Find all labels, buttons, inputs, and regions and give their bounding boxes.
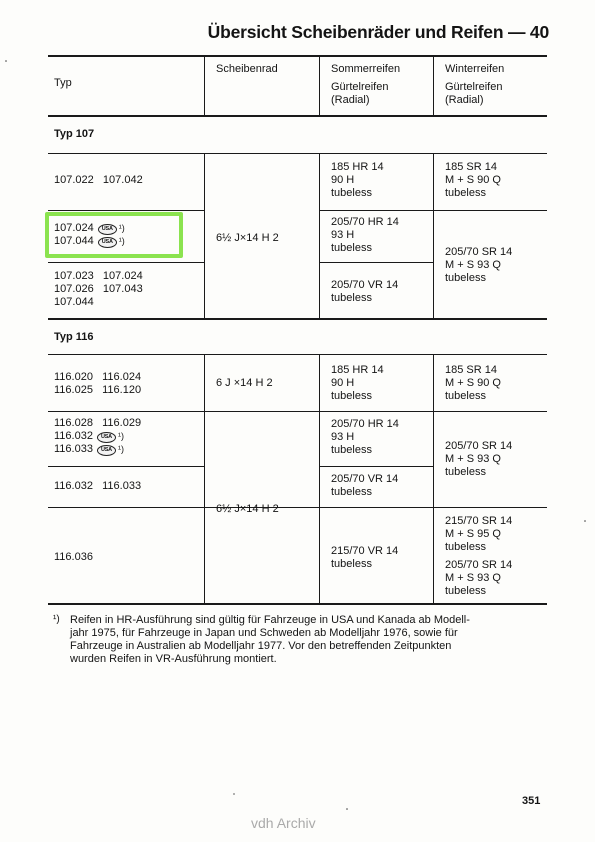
winter-cell-line: 185 SR 14 (445, 364, 497, 376)
column-rule (204, 354, 205, 604)
winter-cell-line: M + S 93 Q (445, 572, 501, 584)
usa-badge-icon: USA (97, 432, 116, 443)
winter-cell-line: tubeless (445, 466, 486, 478)
column-rule (433, 153, 434, 319)
sommer-cell-line: tubeless (331, 187, 372, 199)
watermark: vdh Archiv (251, 815, 316, 831)
sommer-cell-line: tubeless (331, 292, 372, 304)
sommer-cell-line: 205/70 VR 14 (331, 473, 399, 485)
page-title: Übersicht Scheibenräder und Reifen — 40 (207, 22, 549, 42)
column-rule (204, 55, 205, 115)
typ-cell-line: 107.026 107.043 (54, 283, 143, 295)
sommer-cell-line: tubeless (331, 444, 372, 456)
column-rule (433, 55, 434, 115)
sommer-cell-line: 90 H (331, 174, 355, 186)
column-rule (319, 153, 320, 319)
typ-cell-line: 107.023 107.024 (54, 270, 143, 282)
typ-cell: 116.032 116.033 (54, 480, 142, 492)
sommer-cell-line: 215/70 VR 14 (331, 545, 399, 557)
scan-speck (233, 793, 235, 795)
winter-cell-line: tubeless (445, 541, 486, 553)
winter-cell-line: tubeless (445, 390, 486, 402)
footnote-ref: ¹) (117, 431, 124, 441)
scan-speck (5, 60, 7, 62)
sommer-cell-line: tubeless (331, 558, 372, 570)
sommer-cell-line: 185 HR 14 (331, 364, 384, 376)
footnote-marker: ¹) (53, 614, 60, 625)
typ-number: 107.024 (54, 222, 94, 234)
winter-cell-line: tubeless (445, 272, 486, 284)
sommer-cell-line: 185 HR 14 (331, 161, 384, 173)
footnote-ref: ¹) (118, 236, 125, 246)
section-label-typ-116: Typ 116 (54, 331, 94, 343)
winter-cell-line: 205/70 SR 14 (445, 246, 513, 258)
sommer-cell-line: 205/70 VR 14 (331, 279, 399, 291)
typ-cell-line (54, 430, 124, 443)
footnote-line: jahr 1975, für Fahrzeuge in Japan und Schweden ab Modelljahr 1976, sowie für (70, 627, 458, 639)
table-top-rule (48, 55, 547, 57)
footnote-line: Reifen in HR-Ausführung sind gültig für Fahrzeuge in USA und Kanada ab Modell- (70, 614, 470, 626)
header-typ: Typ (54, 77, 72, 89)
winter-cell-line: tubeless (445, 187, 486, 199)
typ-number: 116.032 (54, 430, 93, 442)
typ-cell: 116.036 (54, 551, 93, 563)
scheibenrad-cell: 6½ J×14 H 2 (216, 232, 279, 244)
scheibenrad-cell: 6 J ×14 H 2 (216, 377, 273, 389)
sommer-cell-line: tubeless (331, 390, 372, 402)
sommer-cell-line: tubeless (331, 242, 372, 254)
winter-cell-line: M + S 90 Q (445, 377, 501, 389)
scan-speck (346, 808, 348, 810)
typ-cell-line (54, 443, 124, 456)
scheibenrad-cell: 6½ J×14 H 2 (216, 503, 279, 515)
table-bottom-rule (48, 603, 547, 605)
winter-cell-line: M + S 95 Q (445, 528, 501, 540)
typ-number: 116.033 (54, 443, 93, 455)
scan-speck (584, 520, 586, 522)
row-rule (48, 210, 204, 211)
footnote-line: wurden Reifen in VR-Ausführung montiert. (70, 653, 277, 665)
sommer-cell-line: 93 H (331, 431, 355, 443)
header-sommer-line2: Gürtelreifen (331, 81, 389, 93)
sommer-cell-line: 90 H (331, 377, 355, 389)
typ-cell-line: 116.025 116.120 (54, 384, 142, 396)
header-winter-line3: (Radial) (445, 94, 484, 106)
row-rule (48, 466, 204, 467)
column-rule (433, 354, 434, 604)
section-label-typ-107: Typ 107 (54, 128, 95, 140)
winter-cell-line: M + S 90 Q (445, 174, 501, 186)
typ-cell-line: 107.044 (54, 296, 94, 308)
winter-cell-line: M + S 93 Q (445, 453, 501, 465)
header-winter-line1: Winterreifen (445, 63, 505, 75)
typ-number: 107.044 (54, 235, 94, 247)
section-116-rule (48, 354, 547, 355)
row-rule (319, 262, 433, 263)
typ-cell-line: 116.028 116.029 (54, 417, 142, 429)
page-number: 351 (522, 795, 541, 807)
winter-cell-line: 205/70 SR 14 (445, 559, 513, 571)
usa-badge-icon: USA (97, 445, 116, 456)
highlight-box (45, 212, 183, 258)
row-rule (48, 411, 547, 412)
sommer-cell-line: 93 H (331, 229, 355, 241)
winter-cell-line: 205/70 SR 14 (445, 440, 513, 452)
winter-cell-line: tubeless (445, 585, 486, 597)
header-winter-line2: Gürtelreifen (445, 81, 503, 93)
column-rule (319, 354, 320, 604)
usa-badge-icon: USA (98, 224, 117, 235)
typ-cell-line: 116.020 116.024 (54, 371, 142, 383)
header-bottom-rule (48, 115, 547, 117)
usa-badge-icon: USA (98, 237, 117, 248)
footnote-line: Fahrzeuge in Australien ab Modelljahr 1977. Vor den betreffenden Zeitpunkten (70, 640, 452, 652)
footnote-ref: ¹) (117, 444, 124, 454)
winter-cell-line: 215/70 SR 14 (445, 515, 513, 527)
column-rule (319, 55, 320, 115)
header-scheibenrad: Scheibenrad (216, 63, 278, 75)
footnote-ref: ¹) (118, 223, 125, 233)
winter-cell-line: 185 SR 14 (445, 161, 497, 173)
row-rule (48, 262, 204, 263)
sommer-cell-line: 205/70 HR 14 (331, 216, 399, 228)
header-sommer-line3: (Radial) (331, 94, 370, 106)
sommer-cell-line: tubeless (331, 486, 372, 498)
section-107-rule (48, 153, 547, 154)
row-rule (319, 466, 433, 467)
sommer-cell-line: 205/70 HR 14 (331, 418, 399, 430)
section-107-end-rule (48, 318, 547, 320)
typ-cell: 107.022 107.042 (54, 174, 143, 186)
winter-cell-line: M + S 93 Q (445, 259, 501, 271)
row-rule (48, 507, 547, 508)
column-rule (204, 153, 205, 319)
header-sommer-line1: Sommerreifen (331, 63, 401, 75)
